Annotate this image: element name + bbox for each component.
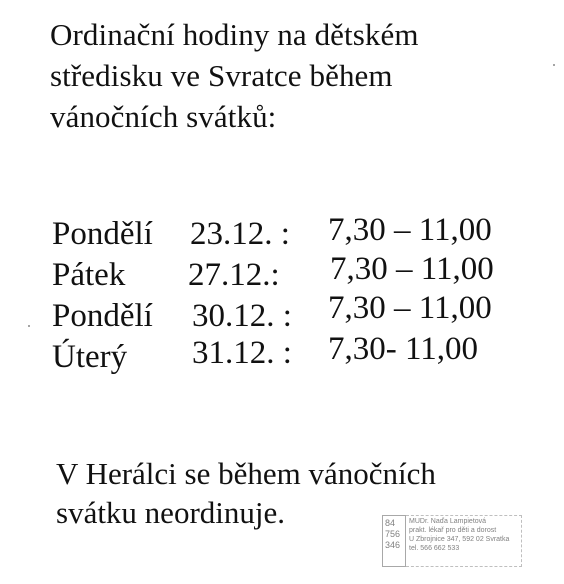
stamp-address: U Zbrojnice 347, 592 02 Svratka — [409, 536, 510, 543]
document-heading — [50, 14, 419, 137]
heading-line-1: Ordinační hodiny na dětském — [50, 17, 419, 52]
schedule-date: 30.12. : — [192, 298, 292, 334]
doctor-stamp — [382, 515, 522, 567]
schedule-day: Pátek — [52, 257, 126, 293]
schedule-date: 23.12. : — [190, 216, 290, 252]
closure-note — [56, 454, 436, 532]
stamp-codes — [382, 515, 406, 567]
stamp-text — [409, 517, 521, 553]
scan-speck — [553, 64, 555, 66]
stamp-code-3: 346 — [385, 540, 401, 550]
stamp-code-1: 84 — [385, 518, 396, 528]
heading-line-2: středisku ve Svratce během — [50, 58, 393, 93]
note-line-1: V Herálci se během vánočních — [56, 456, 436, 491]
stamp-code-2: 756 — [385, 529, 401, 539]
stamp-specialty: prakt. lékař pro děti a dorost — [409, 527, 497, 534]
schedule-hours: 7,30 – 11,00 — [328, 212, 492, 248]
stamp-phone: tel. 566 662 533 — [409, 545, 460, 552]
stamp-doctor-name: MUDr. Naďa Lampietová — [409, 518, 487, 525]
schedule-day: Pondělí — [52, 298, 153, 334]
schedule-date: 31.12. : — [192, 335, 292, 371]
schedule-day: Úterý — [52, 339, 128, 375]
note-line-2: svátku neordinuje. — [56, 495, 286, 530]
schedule-hours: 7,30 – 11,00 — [328, 290, 492, 326]
scan-speck — [28, 325, 30, 327]
schedule-date: 27.12.: — [188, 257, 280, 293]
holiday-schedule — [52, 214, 522, 378]
schedule-row — [52, 331, 522, 378]
schedule-hours: 7,30 – 11,00 — [330, 251, 494, 287]
schedule-day: Pondělí — [52, 216, 153, 252]
schedule-hours: 7,30- 11,00 — [328, 331, 479, 367]
heading-line-3: vánočních svátků: — [50, 99, 277, 134]
